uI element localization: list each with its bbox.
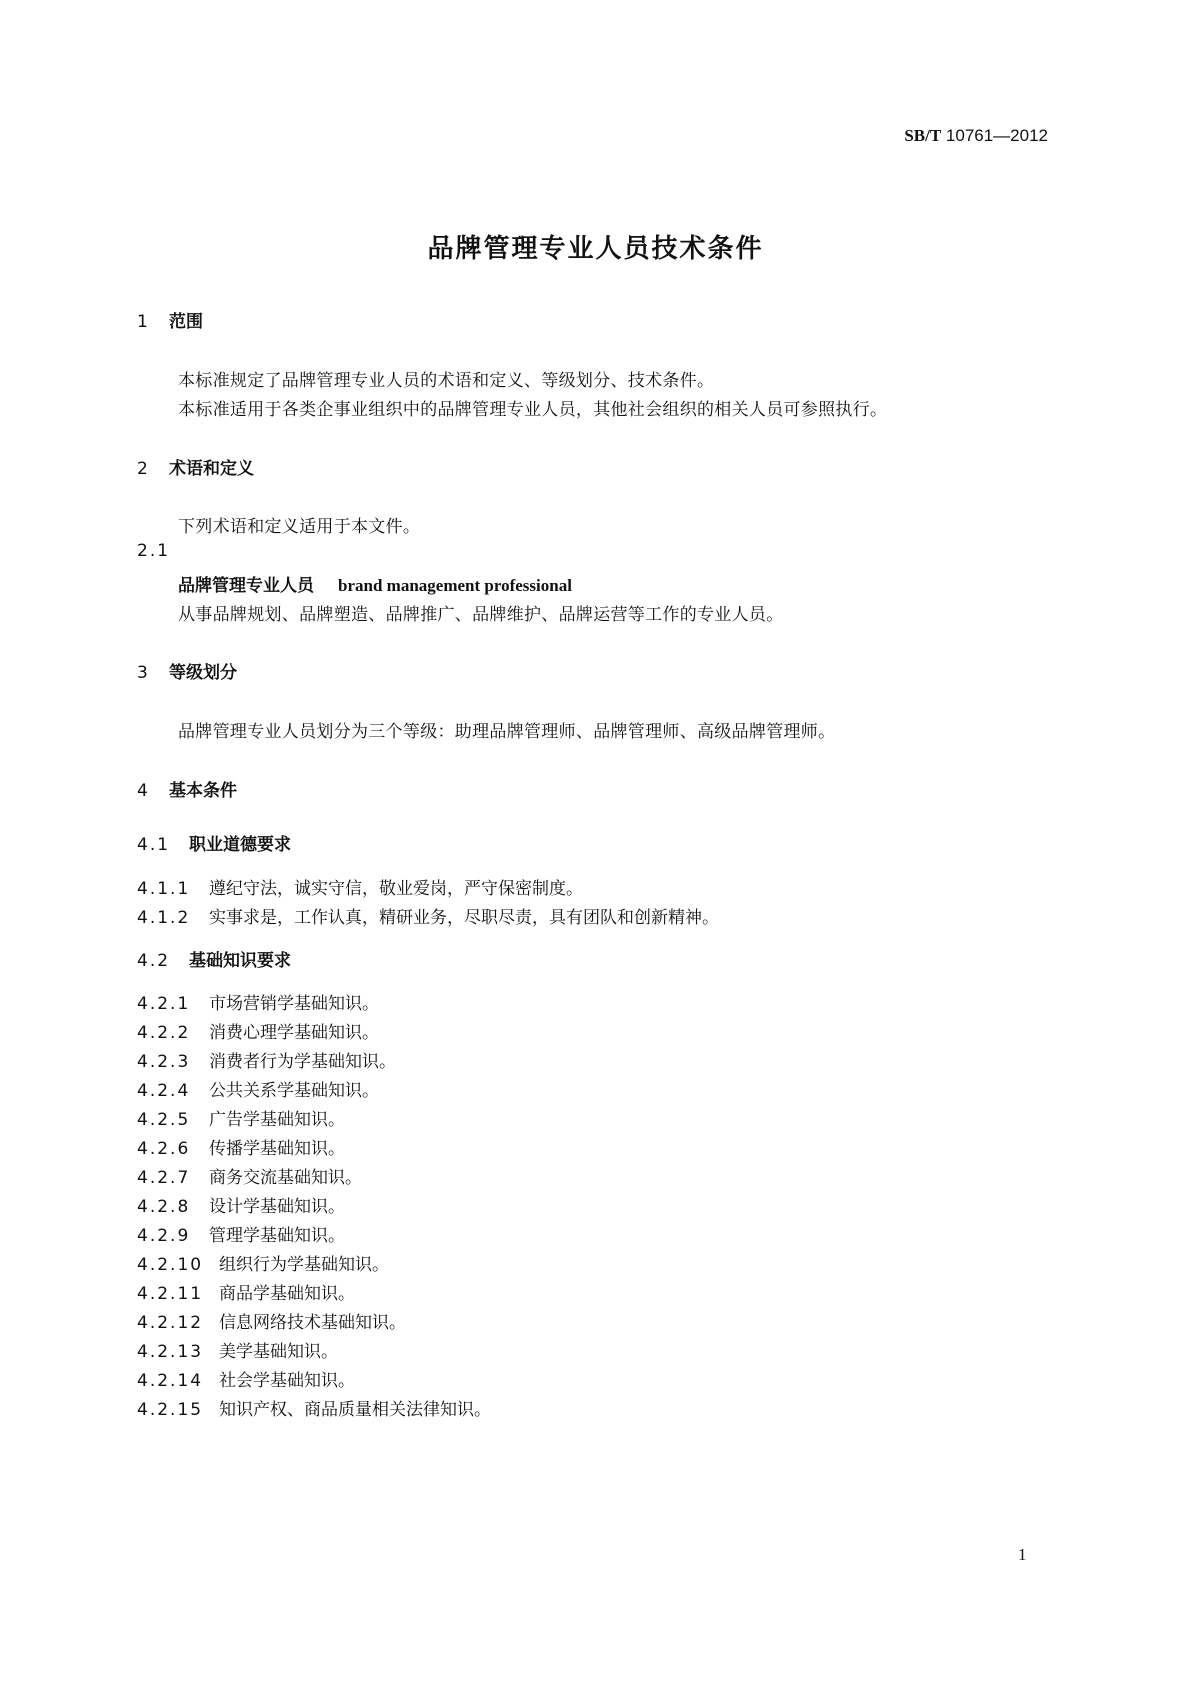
scope-paragraph-2: 本标准适用于各类企事业组织中的品牌管理专业人员，其他社会组织的相关人员可参照执行。	[178, 400, 888, 420]
section-number: 4	[137, 781, 148, 801]
standard-prefix: SB/T	[904, 126, 942, 145]
item-number: 4.2.13	[137, 1342, 204, 1362]
list-item	[137, 1395, 491, 1420]
list-item	[137, 1105, 345, 1130]
grades-paragraph: 品牌管理专业人员划分为三个等级：助理品牌管理师、品牌管理师、高级品牌管理师。	[178, 722, 836, 742]
list-item	[137, 1076, 379, 1101]
list-item	[137, 1250, 389, 1275]
list-item	[137, 1192, 345, 1217]
item-number: 4.2.7	[137, 1168, 191, 1188]
item-text: 组织行为学基础知识。	[219, 1255, 389, 1275]
item-number: 4.2.2	[137, 1023, 191, 1043]
item-number: 4.2.4	[137, 1081, 191, 1101]
item-text: 设计学基础知识。	[209, 1197, 345, 1217]
section-title: 等级划分	[169, 663, 237, 683]
list-item	[137, 1018, 379, 1043]
item-number: 4.2.6	[137, 1139, 191, 1159]
standard-number: 10761—2012	[945, 126, 1048, 145]
item-text: 实事求是，工作认真，精研业务，尽职尽责，具有团队和创新精神。	[209, 908, 719, 928]
item-text: 信息网络技术基础知识。	[219, 1313, 406, 1333]
list-item	[137, 1221, 345, 1246]
list-item	[137, 1366, 355, 1391]
list-item	[137, 903, 719, 928]
item-text: 商务交流基础知识。	[209, 1168, 362, 1188]
item-number: 4.1.1	[137, 879, 191, 899]
term-number: 2.1	[137, 541, 171, 561]
section-title: 基本条件	[169, 781, 237, 801]
section-heading-scope	[137, 307, 203, 332]
item-number: 4.2.14	[137, 1371, 204, 1391]
term-definition: 从事品牌规划、品牌塑造、品牌推广、品牌维护、品牌运营等工作的专业人员。	[178, 605, 784, 625]
subsection-title: 职业道德要求	[189, 835, 291, 855]
term-english: brand management professional	[338, 576, 572, 595]
list-item	[137, 989, 379, 1014]
item-number: 4.2.8	[137, 1197, 191, 1217]
section-heading-basic-conditions	[137, 776, 237, 801]
list-item	[137, 1337, 338, 1362]
subsection-heading-knowledge	[137, 946, 291, 971]
item-text: 消费心理学基础知识。	[209, 1023, 379, 1043]
item-text: 消费者行为学基础知识。	[209, 1052, 396, 1072]
item-number: 4.2.12	[137, 1313, 204, 1333]
term-chinese: 品牌管理专业人员	[178, 576, 314, 596]
section-number: 3	[137, 663, 148, 683]
page-number: 1	[1018, 1545, 1027, 1564]
item-text: 管理学基础知识。	[209, 1226, 345, 1246]
terms-intro: 下列术语和定义适用于本文件。	[178, 517, 421, 537]
scope-paragraph-1: 本标准规定了品牌管理专业人员的术语和定义、等级划分、技术条件。	[178, 371, 715, 391]
item-number: 4.2.5	[137, 1110, 191, 1130]
item-number: 4.2.3	[137, 1052, 191, 1072]
item-text: 市场营销学基础知识。	[209, 994, 379, 1014]
section-title: 术语和定义	[169, 459, 254, 479]
item-number: 4.2.9	[137, 1226, 191, 1246]
subsection-number: 4.2	[137, 951, 171, 971]
item-number: 4.1.2	[137, 908, 191, 928]
list-item	[137, 1047, 396, 1072]
item-number: 4.2.1	[137, 994, 191, 1014]
page-title: 品牌管理专业人员技术条件	[427, 234, 764, 264]
list-item	[137, 1163, 362, 1188]
item-text: 美学基础知识。	[219, 1342, 338, 1362]
list-item	[137, 1134, 345, 1159]
item-text: 遵纪守法，诚实守信，敬业爱岗，严守保密制度。	[209, 879, 583, 899]
list-item	[137, 1308, 406, 1333]
item-text: 传播学基础知识。	[209, 1139, 345, 1159]
section-number: 1	[137, 312, 148, 332]
item-text: 社会学基础知识。	[219, 1371, 355, 1391]
section-title: 范围	[169, 312, 203, 332]
section-number: 2	[137, 459, 148, 479]
list-item	[137, 1279, 355, 1304]
subsection-heading-ethics	[137, 830, 291, 855]
item-number: 4.2.15	[137, 1400, 204, 1420]
document-number	[0, 126, 1048, 146]
subsection-number: 4.1	[137, 835, 171, 855]
item-text: 广告学基础知识。	[209, 1110, 345, 1130]
section-heading-terms	[137, 454, 254, 479]
item-text: 公共关系学基础知识。	[209, 1081, 379, 1101]
item-number: 4.2.10	[137, 1255, 204, 1275]
term-entry	[178, 571, 572, 596]
item-number: 4.2.11	[137, 1284, 204, 1304]
section-heading-grades	[137, 658, 237, 683]
item-text: 知识产权、商品质量相关法律知识。	[219, 1400, 491, 1420]
list-item	[137, 874, 583, 899]
item-text: 商品学基础知识。	[219, 1284, 355, 1304]
subsection-title: 基础知识要求	[189, 951, 291, 971]
